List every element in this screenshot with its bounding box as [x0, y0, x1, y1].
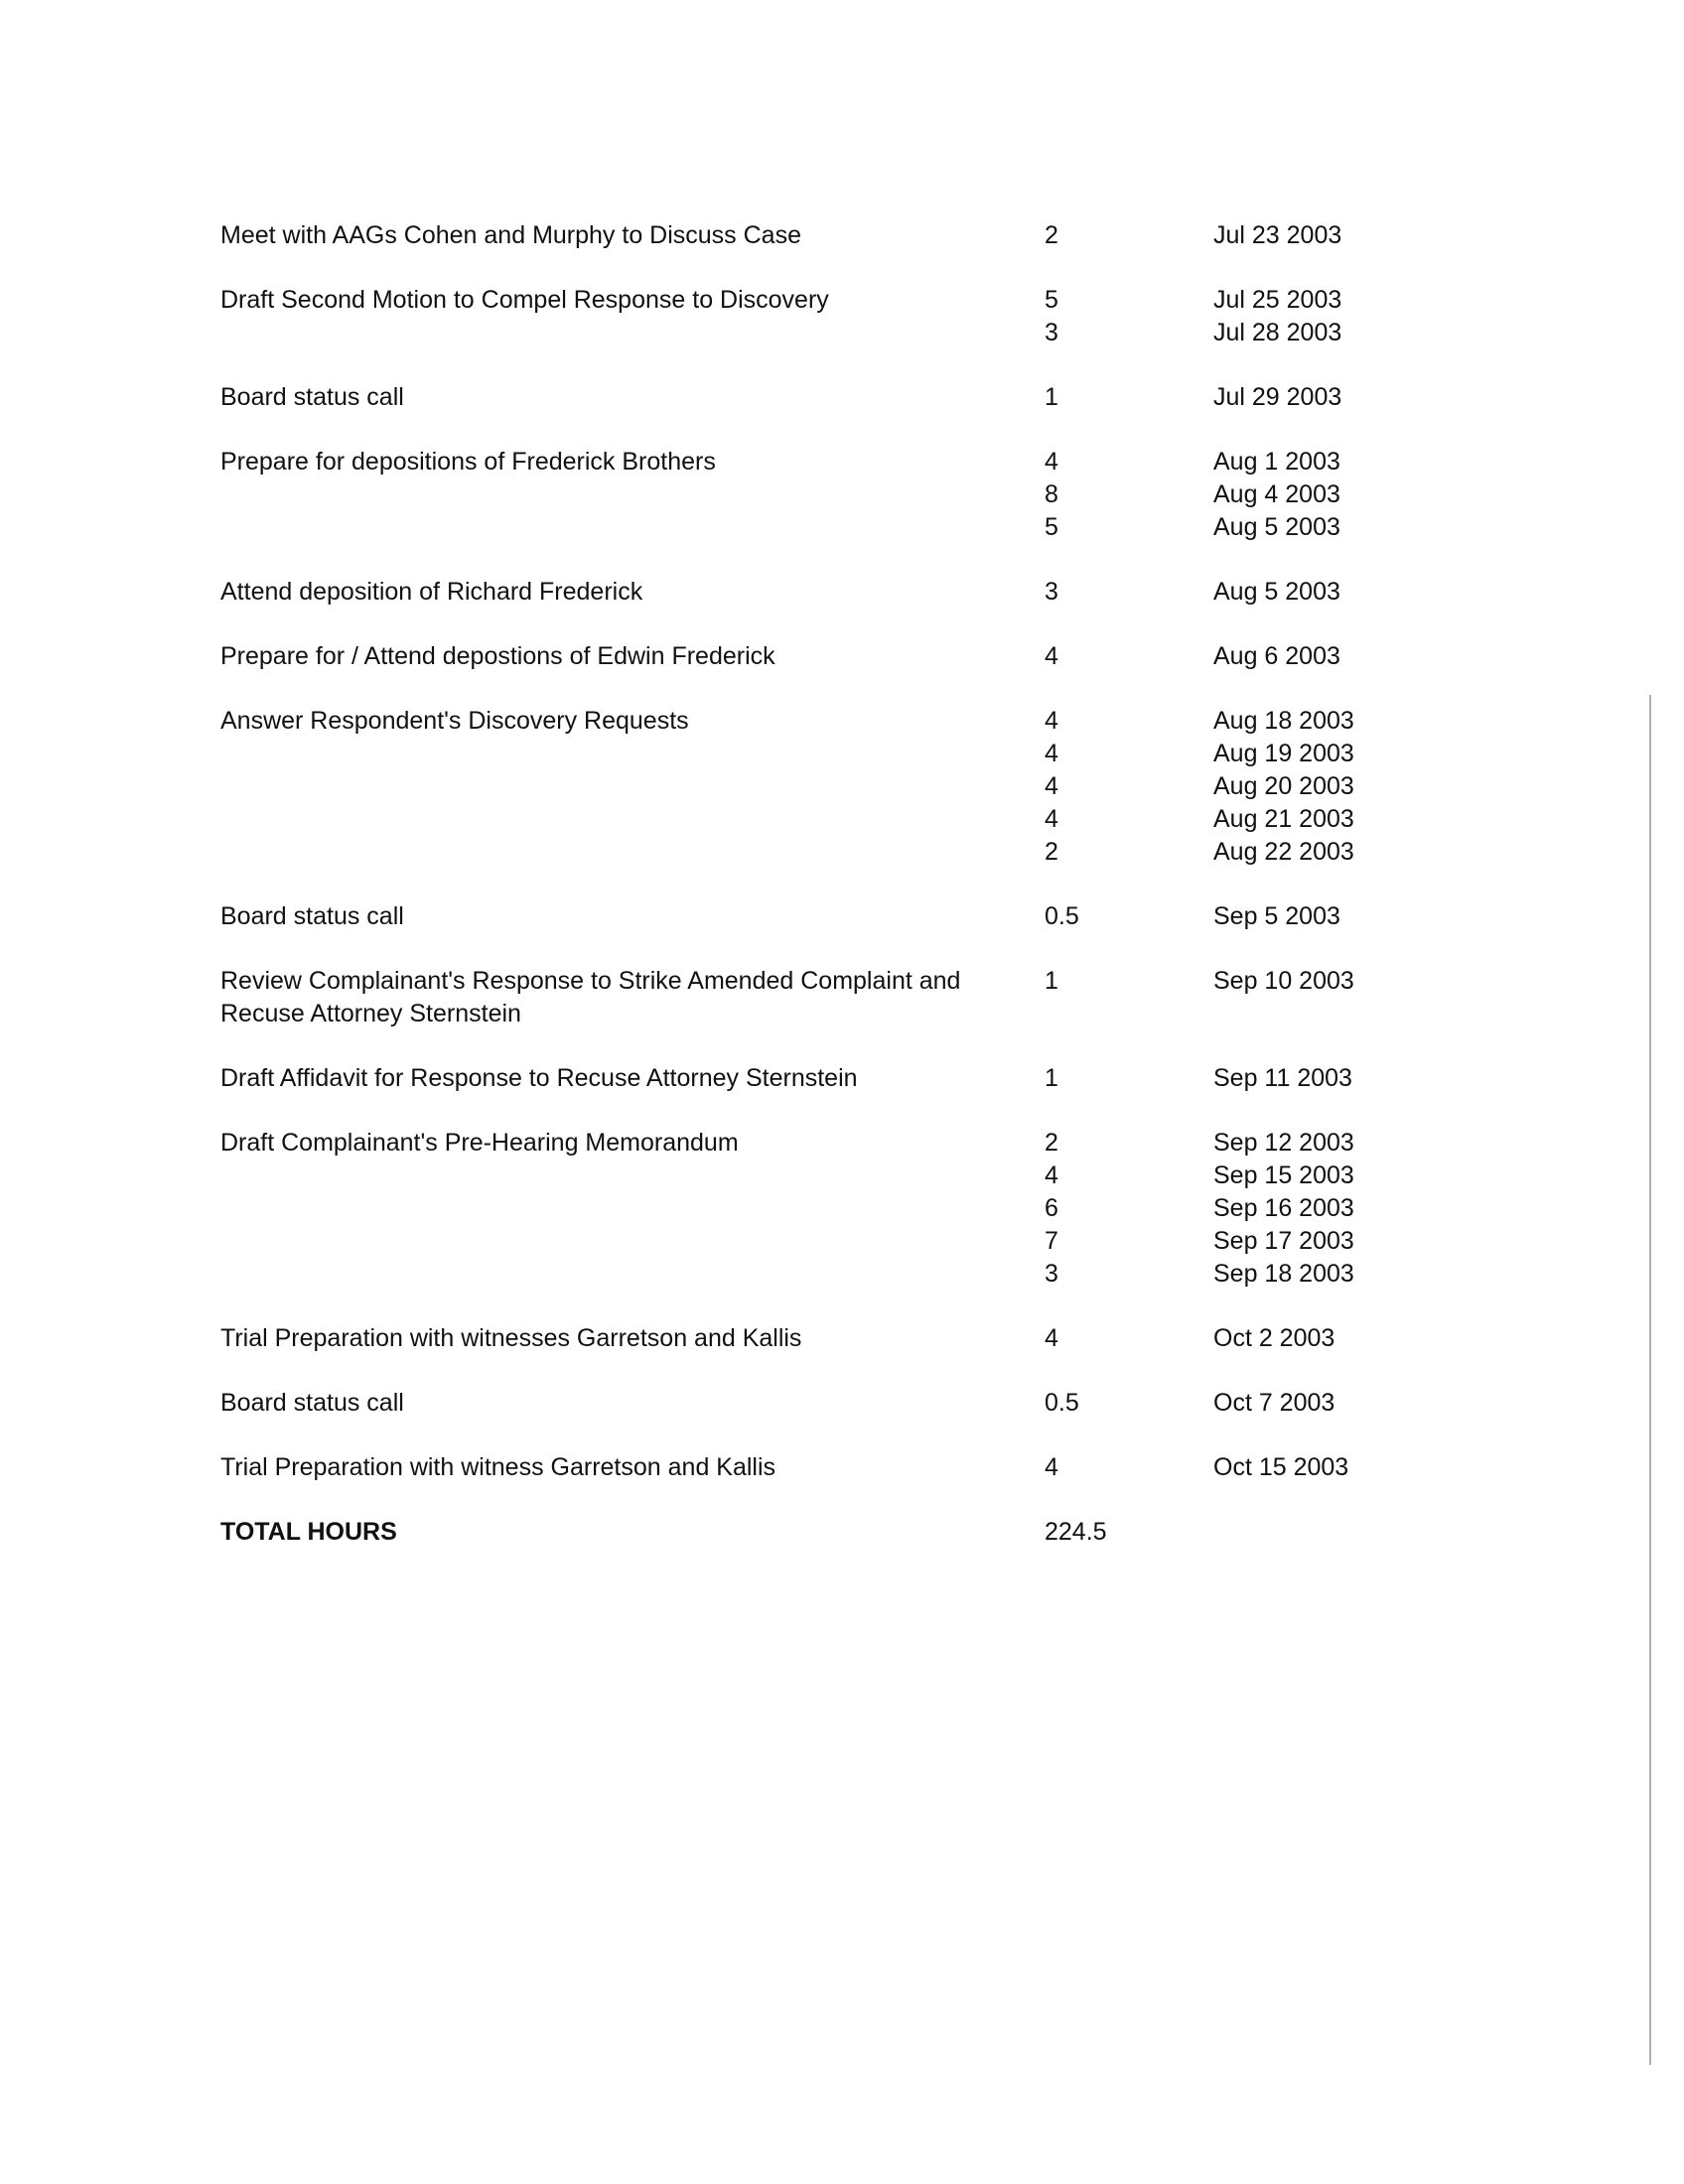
entry-date: Oct 7 2003	[1213, 1389, 1335, 1417]
entry-hours: 3	[1045, 319, 1058, 346]
entry-line	[220, 1258, 1412, 1291]
entry-date: Aug 4 2003	[1213, 480, 1340, 508]
entry-line	[220, 511, 1412, 544]
entry-date: Sep 12 2003	[1213, 1129, 1354, 1157]
time-entry	[220, 640, 1412, 673]
entry-hours: 4	[1045, 448, 1058, 476]
entry-hours: 4	[1045, 740, 1058, 767]
entry-date: Jul 25 2003	[1213, 286, 1342, 314]
entry-date: Sep 15 2003	[1213, 1161, 1354, 1189]
entry-line	[220, 803, 1412, 836]
time-entry	[220, 1322, 1412, 1355]
entry-description: Prepare for depositions of Frederick Brothers	[220, 448, 716, 476]
entry-description: Draft Second Motion to Compel Response to Discovery	[220, 286, 829, 314]
entry-hours: 7	[1045, 1227, 1058, 1255]
entry-date: Oct 2 2003	[1213, 1324, 1335, 1352]
entry-description-continued: Recuse Attorney Sternstein	[220, 1000, 521, 1027]
entry-hours: 4	[1045, 772, 1058, 800]
entry-description: Answer Respondent's Discovery Requests	[220, 707, 689, 735]
entry-date: Sep 18 2003	[1213, 1260, 1354, 1288]
entry-hours: 0.5	[1045, 902, 1079, 930]
entry-description: Trial Preparation with witnesses Garretson and Kallis	[220, 1324, 802, 1352]
time-entry	[220, 446, 1412, 544]
entry-date: Sep 17 2003	[1213, 1227, 1354, 1255]
entry-hours: 1	[1045, 967, 1058, 995]
entry-line	[220, 998, 1412, 1030]
entry-date: Aug 21 2003	[1213, 805, 1354, 833]
entry-line	[220, 1451, 1412, 1484]
entry-hours: 2	[1045, 221, 1058, 249]
entry-hours: 4	[1045, 1161, 1058, 1189]
entry-hours: 3	[1045, 578, 1058, 606]
entry-date: Aug 18 2003	[1213, 707, 1354, 735]
entry-hours: 5	[1045, 513, 1058, 541]
entry-date: Aug 20 2003	[1213, 772, 1354, 800]
entry-line	[220, 1387, 1412, 1420]
total-row	[220, 1516, 1412, 1549]
entry-hours: 1	[1045, 1064, 1058, 1092]
time-entry	[220, 705, 1412, 869]
time-entries	[220, 219, 1412, 1549]
entry-line	[220, 738, 1412, 770]
entry-line	[220, 576, 1412, 609]
entry-hours: 4	[1045, 1324, 1058, 1352]
entry-description: Meet with AAGs Cohen and Murphy to Discuss Case	[220, 221, 801, 249]
entry-line	[220, 836, 1412, 869]
entry-line	[220, 219, 1412, 252]
entry-line	[220, 284, 1412, 317]
entry-line	[220, 1322, 1412, 1355]
entry-date: Sep 11 2003	[1213, 1064, 1352, 1092]
time-entry	[220, 219, 1412, 252]
entry-hours: 5	[1045, 286, 1058, 314]
entry-date: Sep 10 2003	[1213, 967, 1354, 995]
entry-date: Aug 5 2003	[1213, 578, 1340, 606]
entry-hours: 2	[1045, 1129, 1058, 1157]
entry-line	[220, 446, 1412, 478]
entry-hours: 3	[1045, 1260, 1058, 1288]
time-entry	[220, 1127, 1412, 1291]
entry-line	[220, 1225, 1412, 1258]
entry-line	[220, 640, 1412, 673]
entry-date: Aug 22 2003	[1213, 838, 1354, 866]
entry-description: Board status call	[220, 383, 404, 411]
entry-line	[220, 770, 1412, 803]
entry-date: Aug 5 2003	[1213, 513, 1340, 541]
time-entry	[220, 1451, 1412, 1484]
entry-hours: 2	[1045, 838, 1058, 866]
total-hours-value: 224.5	[1045, 1518, 1107, 1546]
entry-date: Sep 16 2003	[1213, 1194, 1354, 1222]
time-entry	[220, 284, 1412, 349]
entry-date: Aug 1 2003	[1213, 448, 1340, 476]
entry-date: Aug 19 2003	[1213, 740, 1354, 767]
time-entry	[220, 576, 1412, 609]
entry-description: Board status call	[220, 1389, 404, 1417]
entry-date: Aug 6 2003	[1213, 642, 1340, 670]
entry-hours: 6	[1045, 1194, 1058, 1222]
entry-description: Trial Preparation with witness Garretson and Kallis	[220, 1453, 776, 1481]
time-entry	[220, 965, 1412, 1030]
entry-hours: 1	[1045, 383, 1058, 411]
entry-date: Oct 15 2003	[1213, 1453, 1349, 1481]
time-entry	[220, 381, 1412, 414]
entry-description: Draft Affidavit for Response to Recuse Attorney Sternstein	[220, 1064, 858, 1092]
time-entry	[220, 900, 1412, 933]
time-entry	[220, 1387, 1412, 1420]
entry-date: Jul 23 2003	[1213, 221, 1342, 249]
entry-line	[220, 478, 1412, 511]
entry-hours: 4	[1045, 805, 1058, 833]
total-hours-label: TOTAL HOURS	[220, 1518, 397, 1546]
entry-date: Jul 28 2003	[1213, 319, 1342, 346]
entry-line	[220, 1127, 1412, 1160]
entry-line	[220, 965, 1412, 998]
entry-date: Jul 29 2003	[1213, 383, 1342, 411]
entry-hours: 4	[1045, 642, 1058, 670]
entry-hours: 4	[1045, 707, 1058, 735]
entry-hours: 8	[1045, 480, 1058, 508]
entry-hours: 4	[1045, 1453, 1058, 1481]
entry-line	[220, 381, 1412, 414]
entry-hours: 0.5	[1045, 1389, 1079, 1417]
entry-description: Draft Complainant's Pre-Hearing Memorandum	[220, 1129, 739, 1157]
entry-line	[220, 705, 1412, 738]
entry-description: Prepare for / Attend depostions of Edwin Frederick	[220, 642, 775, 670]
total-line	[220, 1516, 1412, 1549]
entry-line	[220, 317, 1412, 349]
entry-description: Attend deposition of Richard Frederick	[220, 578, 643, 606]
scan-edge-line	[1649, 695, 1651, 2065]
entry-line	[220, 1160, 1412, 1192]
entry-date: Sep 5 2003	[1213, 902, 1340, 930]
entry-line	[220, 900, 1412, 933]
time-entry	[220, 1062, 1412, 1095]
entry-description: Review Complainant's Response to Strike Amended Complaint and	[220, 967, 961, 995]
entry-line	[220, 1062, 1412, 1095]
entry-description: Board status call	[220, 902, 404, 930]
entry-line	[220, 1192, 1412, 1225]
